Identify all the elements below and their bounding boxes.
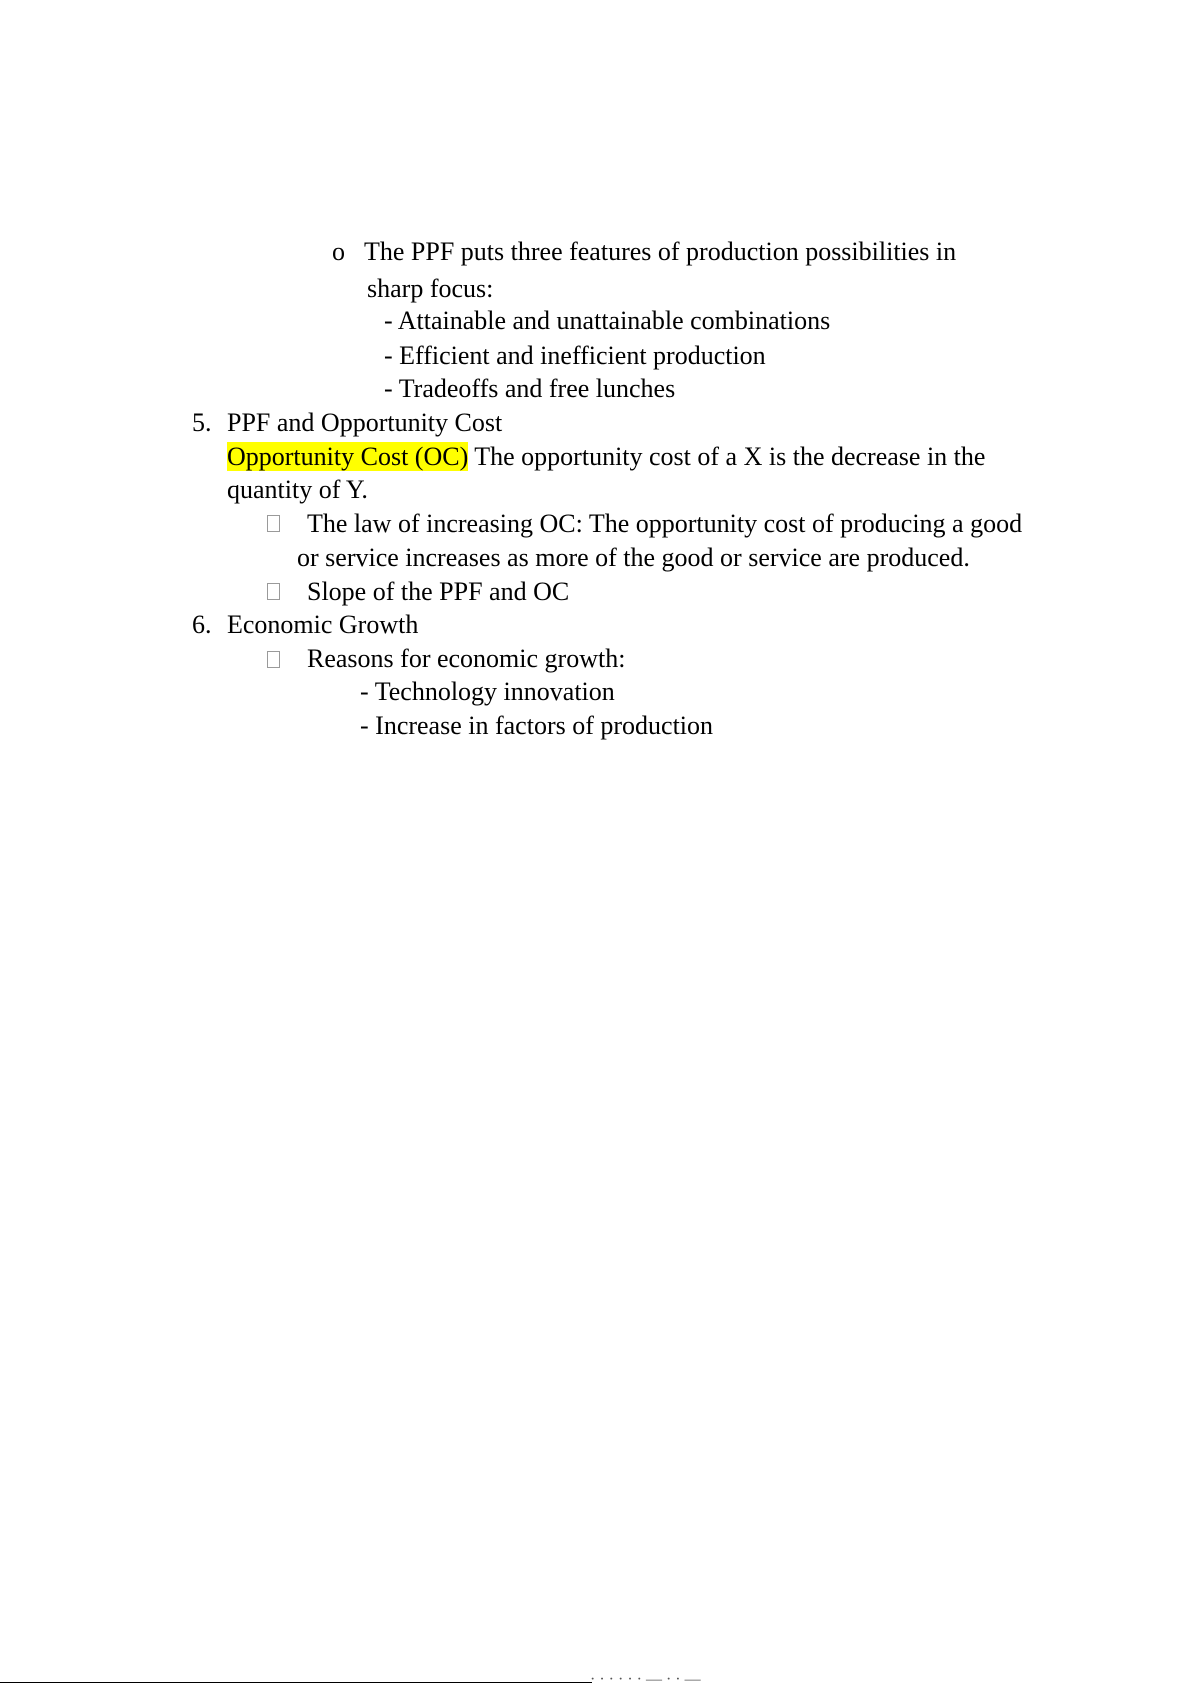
- section5-number: 5.: [192, 408, 212, 437]
- section6-number: 6.: [192, 610, 212, 639]
- checkbox-icon: [267, 583, 280, 600]
- section5-bullet-line: The law of increasing OC: The opportunity cost of producing a good: [307, 509, 1023, 538]
- checkbox-icon: [267, 651, 280, 668]
- ppf-feature-item: - Attainable and unattainable combinations: [384, 306, 831, 335]
- section5-title: PPF and Opportunity Cost: [227, 408, 503, 437]
- footer-rule: [0, 1682, 592, 1683]
- ppf-bullet-line2: sharp focus:: [367, 274, 494, 303]
- checkbox-icon: [267, 515, 280, 532]
- section5-definition: [227, 442, 985, 472]
- section5-definition-cont: quantity of Y.: [227, 475, 368, 504]
- section5-bullet-line: Slope of the PPF and OC: [307, 577, 570, 606]
- ppf-bullet-line1: The PPF puts three features of production possibilities in: [364, 237, 957, 266]
- ppf-feature-item: - Efficient and inefficient production: [384, 341, 766, 370]
- definition-text: The opportunity cost of a X is the decrease in the: [468, 442, 986, 471]
- ppf-bullet-marker: o: [332, 237, 345, 266]
- section6-reason-item: - Technology innovation: [360, 677, 615, 706]
- section6-bullet: Reasons for economic growth:: [307, 644, 626, 673]
- section5-bullet-cont: or service increases as more of the good or service are produced.: [297, 543, 970, 572]
- highlighted-term: Opportunity Cost (OC): [227, 442, 469, 471]
- footer-fragment: · · · · · · — · · —: [590, 1671, 701, 1688]
- section6-reason-item: - Increase in factors of production: [360, 711, 714, 740]
- ppf-feature-item: - Tradeoffs and free lunches: [384, 374, 676, 403]
- section6-title: Economic Growth: [227, 610, 419, 639]
